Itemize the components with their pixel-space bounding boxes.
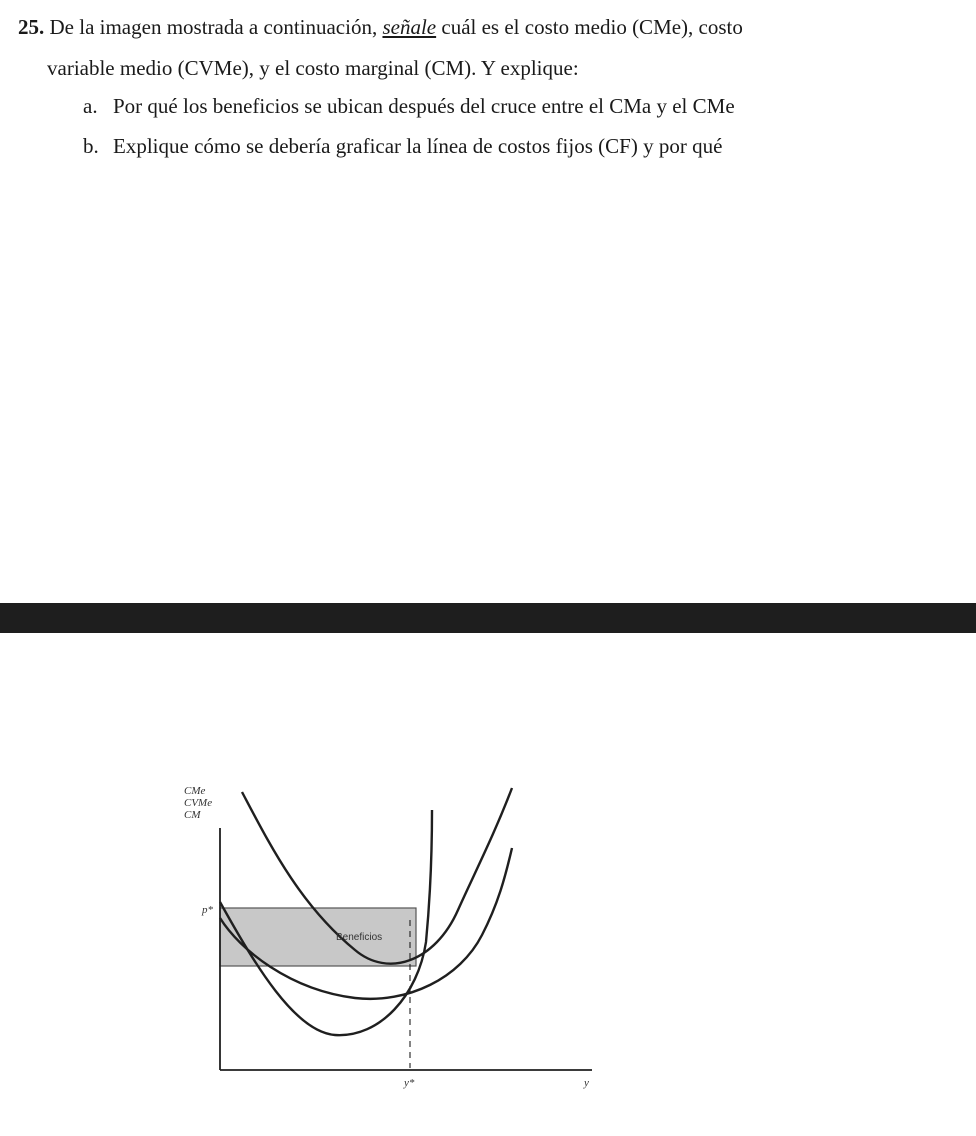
cost-curves-svg: [160, 770, 620, 1110]
cost-curves-figure: [160, 770, 620, 1110]
benefits-region: [220, 908, 416, 966]
question-text-end: cuál es el costo medio (CMe), costo: [441, 15, 743, 39]
question-number: 25.: [18, 15, 45, 39]
question-text-start: De la imagen mostrada a continuación,: [49, 15, 378, 39]
question-item-a: [83, 92, 735, 120]
item-a-text: Por qué los beneficios se ubican después del cruce entre el CMa y el CMe: [113, 94, 735, 118]
y-axis-label-cm: CM: [184, 809, 201, 821]
divider-bar: [0, 603, 976, 633]
item-b-letter: b.: [83, 134, 99, 158]
item-b-text: Explique cómo se debería graficar la línea de costos fijos (CF) y por qué: [113, 134, 723, 158]
question-item-b: [83, 132, 722, 160]
quantity-label: y*: [404, 1077, 415, 1089]
question-underlined-word: señale: [382, 15, 437, 39]
question-line-2: variable medio (CVMe), y el costo marginal (CM). Y explique:: [47, 56, 579, 80]
y-axis-label-cme: CMe: [184, 785, 206, 797]
price-label: p*: [202, 904, 213, 916]
y-axis-label-cvme: CVMe: [184, 797, 213, 809]
question-line-1: [18, 13, 743, 41]
region-label: Beneficios: [336, 932, 383, 943]
item-a-letter: a.: [83, 94, 98, 118]
x-axis-label: y: [584, 1077, 589, 1089]
